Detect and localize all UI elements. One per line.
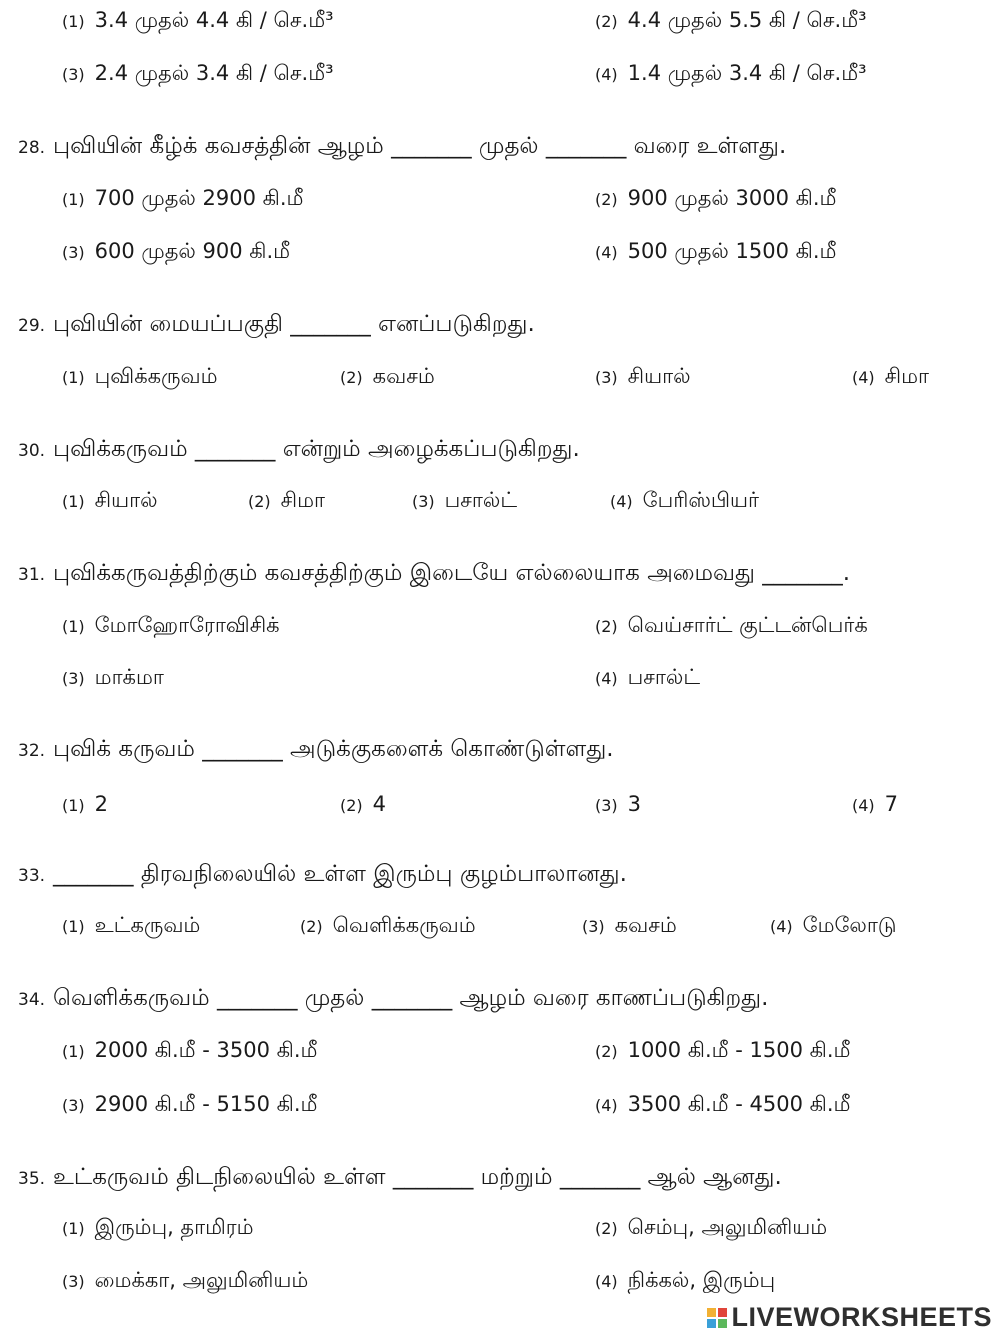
option-2: (2) சிமா (248, 488, 325, 512)
option-3: (3) 600 முதல் 900 கி.மீ (62, 239, 291, 263)
option-2: (2) வெய்சார்ட் குட்டன்பெர்க் (595, 613, 868, 637)
option-4: (4) மேலோடு (770, 913, 897, 937)
option-1: (1) 2000 கி.மீ - 3500 கி.மீ (62, 1038, 318, 1062)
option-1: (1) 2 (62, 792, 109, 816)
option-2: (2) 4.4 முதல் 5.5 கி / செ.மீ³ (595, 8, 867, 32)
option-1: (1) உட்கருவம் (62, 913, 201, 937)
option-2: (2) 1000 கி.மீ - 1500 கி.மீ (595, 1038, 851, 1062)
option-3: (3) 2.4 முதல் 3.4 கி / செ.மீ³ (62, 61, 334, 85)
option-3: (3) 3 (595, 792, 642, 816)
option-1: (1) மோஹோரோவிசிக் (62, 613, 280, 637)
option-2: (2) 4 (340, 792, 387, 816)
question-text: 30. புவிக்கருவம் _______ என்றும் அழைக்கப்படுகிறது. (18, 436, 580, 462)
option-2: (2) வெளிக்கருவம் (300, 913, 476, 937)
logo-icon (707, 1308, 727, 1328)
question-text: 28. புவியின் கீழ்க் கவசத்தின் ஆழம் _______ முதல் _______ வரை உள்ளது. (18, 133, 787, 159)
option-2: (2) செம்பு, அலுமினியம் (595, 1215, 828, 1239)
option-3: (3) பசால்ட் (412, 488, 518, 512)
option-4: (4) சிமா (852, 364, 929, 388)
question-text: 34. வெளிக்கருவம் _______ முதல் _______ ஆழம் வரை காணப்படுகிறது. (18, 985, 769, 1011)
option-4: (4) நிக்கல், இரும்பு (595, 1268, 776, 1292)
option-4: (4) பேரிஸ்பியர் (610, 488, 760, 512)
option-2: (2) 900 முதல் 3000 கி.மீ (595, 186, 837, 210)
question-text: 29. புவியின் மையப்பகுதி _______ எனப்படுகிறது. (18, 311, 535, 337)
logo-square (718, 1308, 727, 1317)
question-text: 33. _______ திரவநிலையில் உள்ள இரும்பு குழம்பாலானது. (18, 861, 627, 887)
logo-text: LIVEWORKSHEETS (731, 1302, 992, 1332)
option-4: (4) 3500 கி.மீ - 4500 கி.மீ (595, 1092, 851, 1116)
option-3: (3) மாக்மா (62, 665, 164, 689)
option-4: (4) 1.4 முதல் 3.4 கி / செ.மீ³ (595, 61, 867, 85)
liveworksheets-logo[interactable] (707, 1302, 992, 1333)
option-3: (3) 2900 கி.மீ - 5150 கி.மீ (62, 1092, 318, 1116)
option-1: (1) 3.4 முதல் 4.4 கி / செ.மீ³ (62, 8, 334, 32)
logo-square (707, 1319, 716, 1328)
logo-square (707, 1308, 716, 1317)
question-text: 35. உட்கருவம் திடநிலையில் உள்ள _______ மற்றும் _______ ஆல் ஆனது. (18, 1164, 782, 1190)
option-3: (3) மைக்கா, அலுமினியம் (62, 1268, 309, 1292)
option-4: (4) 500 முதல் 1500 கி.மீ (595, 239, 837, 263)
option-3: (3) சியால் (595, 364, 691, 388)
question-text: 31. புவிக்கருவத்திற்கும் கவசத்திற்கும் இடையே எல்லையாக அமைவது _______. (18, 560, 851, 586)
option-4: (4) 7 (852, 792, 899, 816)
option-2: (2) கவசம் (340, 364, 435, 388)
option-1: (1) 700 முதல் 2900 கி.மீ (62, 186, 304, 210)
logo-square (718, 1319, 727, 1328)
option-1: (1) இரும்பு, தாமிரம் (62, 1215, 254, 1239)
question-text: 32. புவிக் கருவம் _______ அடுக்குகளைக் கொண்டுள்ளது. (18, 736, 614, 762)
option-1: (1) சியால் (62, 488, 158, 512)
option-4: (4) பசால்ட் (595, 665, 701, 689)
option-3: (3) கவசம் (582, 913, 677, 937)
option-1: (1) புவிக்கருவம் (62, 364, 218, 388)
